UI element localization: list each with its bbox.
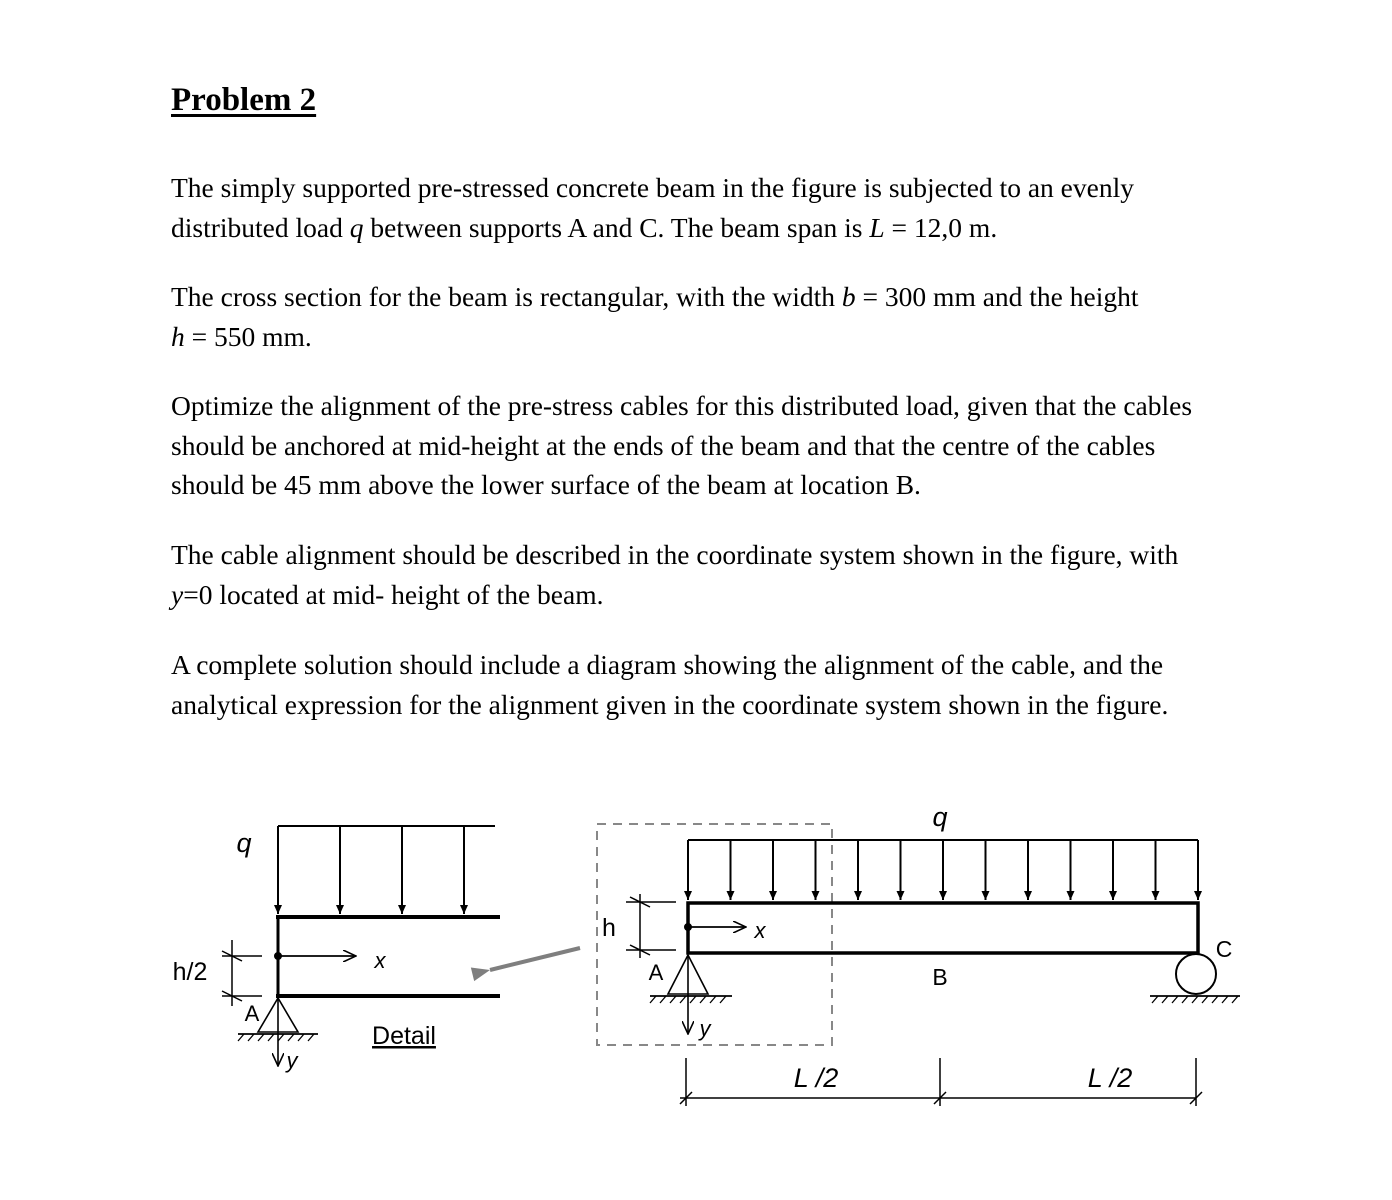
main-view <box>597 824 1240 1106</box>
p4-line2: y=0 located at mid- height of the beam. <box>171 578 604 610</box>
main-h-label: h <box>602 914 616 942</box>
main-B-label: B <box>932 964 948 990</box>
detail-q-label: q <box>236 828 252 858</box>
dim-left-label: L /2 <box>793 1063 839 1093</box>
p2-line1: The cross section for the beam is rectangular, with the width b = 300 mm and the height <box>171 281 1139 312</box>
p1-line2: distributed load q between supports A and C. The beam span is L = 12,0 m. <box>171 211 998 243</box>
detail-caption: Detail <box>372 1022 436 1050</box>
main-y-label: y <box>699 1016 711 1041</box>
detail-ground-hatch <box>238 1034 314 1041</box>
p1-line1: The simply supported pre-stressed concrete beam in the figure is subjected to an evenly <box>171 172 1134 203</box>
main-roller-support <box>1176 954 1216 994</box>
main-origin-dot <box>685 924 692 931</box>
p5-line1: A complete solution should include a diagram showing the alignment of the cable, and the <box>171 649 1164 680</box>
main-x-label: x <box>754 918 766 943</box>
detail-highlight-box <box>597 824 832 1045</box>
main-C-label: C <box>1215 936 1233 962</box>
main-q-label: q <box>932 802 948 832</box>
detail-origin-dot <box>275 953 282 960</box>
main-load-arrows <box>688 840 1198 900</box>
detail-h2-label: h/2 <box>172 958 208 986</box>
p4-line1: The cable alignment should be described in the coordinate system shown in the figure, with <box>171 539 1179 570</box>
p3-line2: should be anchored at mid-height at the ends of the beam and that the centre of the cables <box>171 429 1156 461</box>
main-ground-hatch-right <box>1152 996 1238 1003</box>
detail-x-label: x <box>374 948 386 973</box>
p5-line2: analytical expression for the alignment given in the coordinate system shown in the figure. <box>171 688 1169 720</box>
detail-A-label: A <box>244 1001 260 1026</box>
detail-y-label: y <box>286 1048 298 1073</box>
detail-pointer-arrow <box>490 948 580 970</box>
p3-line3: should be 45 mm above the lower surface of the beam at location B. <box>171 469 921 500</box>
p2-line2: h = 550 mm. <box>171 320 312 352</box>
p3-line1: Optimize the alignment of the pre-stress cables for this distributed load, given that the cables <box>171 390 1193 421</box>
main-A-label: A <box>648 960 664 985</box>
dim-right-label: L /2 <box>1087 1063 1133 1093</box>
problem-title: Problem 2 <box>171 82 317 118</box>
